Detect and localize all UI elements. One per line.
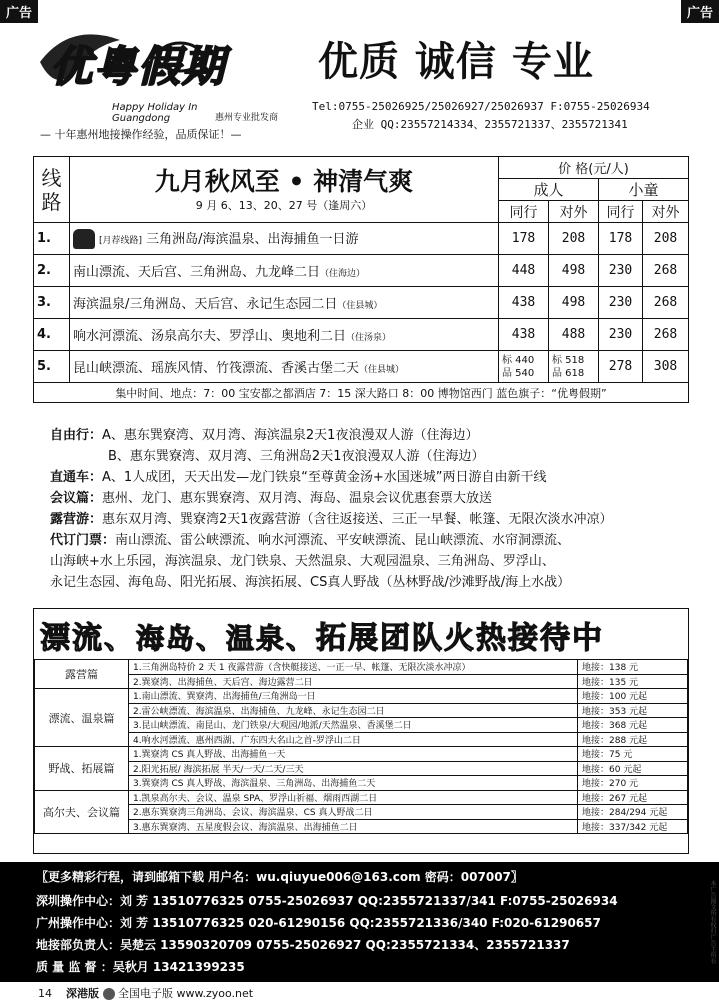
route-desc: 昆山峡漂流、瑶族风情、竹筏漂流、香溪古堡二天（住县城） [70, 351, 499, 383]
route-index: 4. [34, 319, 70, 351]
package-category: 高尔夫、会议篇 [35, 790, 129, 834]
route-row: 1. [月荐线路] 三角洲岛/海滨温泉、出海捕鱼一日游 178 208 178 208 [34, 223, 689, 255]
package-price: 地接：60 元起 [578, 761, 688, 776]
page-footer [38, 985, 253, 1000]
package-item: 3.惠东巽寮湾、五星度假会议、海滨温泉、出海捕鱼二日 [129, 819, 578, 834]
slogan-under: — 十年惠州地接操作经验，品质保证！— [40, 128, 242, 141]
package-row [35, 776, 688, 791]
package-item: 1.凯泉高尔夫、会议、温泉 SPA、罗浮山祈福、烟雨西湖二日 [129, 790, 578, 805]
route-row: 5. 昆山峡漂流、瑶族风情、竹筏漂流、香溪古堡二天（住县城） 标 440 品 540 标 518 品 618 278 308 [34, 351, 689, 383]
route-desc: 南山漂流、天后宫、三角洲岛、九龙峰二日（住海边） [70, 255, 499, 287]
footer-line5: 质 量 监 督 ：吴秋月 13421399235 [36, 960, 245, 974]
route-index: 2. [34, 255, 70, 287]
col-adult-peer: 同行 [499, 201, 549, 223]
package-item: 1.南山漂流、巽寮湾、出海捕鱼/三角洲岛一日 [129, 689, 578, 704]
price-header: 价 格(元/人) [499, 157, 689, 179]
package-price: 地接：337/342 元起 [578, 819, 688, 834]
package-item: 4.响水河漂流、惠州西湖、广东四大名山之首-罗浮山二日 [129, 732, 578, 747]
package-price: 地接：284/294 元起 [578, 805, 688, 820]
banner-title: 漂流、海岛、温泉、拓展团队火热接待中 [40, 621, 605, 656]
col-adult-public: 对外 [549, 201, 599, 223]
footer-contact [0, 862, 719, 982]
package-item: 2.惠东巽寮湾三角洲岛、会议、海滨温泉、CS 真人野战二日 [129, 805, 578, 820]
package-category: 漂流、温泉篇 [35, 689, 129, 747]
package-item: 2.巽寮湾、出海捕鱼、天后宫、海边露营二日 [129, 674, 578, 689]
route-index: 3. [34, 287, 70, 319]
route-index: 1. [34, 223, 70, 255]
child-header: 小童 [599, 179, 689, 201]
slogan: 优质 诚信 专业 [318, 38, 594, 85]
route-price-table [33, 156, 689, 403]
package-table [34, 659, 688, 834]
package-price: 地接：267 元起 [578, 790, 688, 805]
side-note: 本广告图文所有权归广告主所有 [709, 880, 716, 964]
package-row [35, 761, 688, 776]
route-row: 2. 南山漂流、天后宫、三角洲岛、九龙峰二日（住海边） 448 498 230 268 [34, 255, 689, 287]
header-title [70, 157, 499, 223]
packages-banner [33, 608, 689, 854]
table-dates: 9 月 6、13、20、27 号（逢周六） [195, 198, 373, 212]
contact-tel: Tel:0755-25026925/25026927/25026937 F:0755-25026934 [312, 100, 650, 113]
page-number: 14 [38, 987, 52, 1000]
package-item: 2.雷公峡漂流、海滨温泉、出海捕鱼、九龙峰、永记生态园二日 [129, 703, 578, 718]
header-route: 线路 [34, 157, 70, 223]
logo [30, 22, 300, 122]
package-price: 地接：138 元 [578, 660, 688, 675]
route-row: 3. 海滨温泉/三角洲岛、天后宫、永记生态园二日（住县城） 438 498 230 268 [34, 287, 689, 319]
package-row [35, 674, 688, 689]
package-price: 地接：368 元起 [578, 718, 688, 733]
adult-header: 成人 [499, 179, 599, 201]
logo-en-line2: Guangdong [112, 113, 171, 124]
col-child-peer: 同行 [599, 201, 643, 223]
package-price: 地接：100 元起 [578, 689, 688, 704]
page-edition: 深港版 [66, 987, 99, 1000]
package-item: 2.阳光拓展/ 海滨拓展 半天/一天/二天/三天 [129, 761, 578, 776]
package-price: 地接：288 元起 [578, 732, 688, 747]
route-row: 4. 响水河漂流、汤泉高尔夫、罗浮山、奥地利二日（住汤泉） 438 488 230 268 [34, 319, 689, 351]
info-line: B、惠东巽寮湾、双月湾、三角洲岛2天1夜浪漫双人游（住海边） [108, 449, 485, 464]
info-line: 会议篇：惠州、龙门、惠东巽寮湾、双月湾、海岛、温泉会议优惠套票大放送 [50, 491, 493, 506]
thumbs-up-icon [73, 229, 95, 249]
meeting-info: 集中时间、地点：7：00 宝安都之都酒店 7：15 深大路口 8：00 博物馆西门 蓝色旗子：“优粤假期” [34, 383, 689, 403]
package-item: 1.三角洲岛特价 2 天 1 夜露营游（含快艇接送、一正一早、帐篷、无限次淡水冲凉） [129, 660, 578, 675]
route-index: 5. [34, 351, 70, 383]
package-row [35, 703, 688, 718]
package-category: 露营篇 [35, 660, 129, 689]
logo-main: 优粤假期 [50, 42, 227, 91]
page-logo-icon [103, 988, 115, 1000]
logo-en [112, 102, 198, 124]
info-line: 直通车：A、1人成团，天天出发—龙门铁泉“至尊黄金汤+水国迷城”两日游自由新干线 [50, 470, 547, 485]
package-item: 3.昆山峡漂流、南昆山、龙门铁泉/大观园/地派/天然温泉、香溪堡二日 [129, 718, 578, 733]
contact-qq: 企业 QQ:23557214334、2355721337、2355721341 [352, 118, 628, 131]
table-title: 九月秋风至 • 神清气爽 [154, 166, 414, 196]
footer-line2: 深圳操作中心：刘 芳 13510776325 0755-25026937 QQ:2355721337/341 F:0755-25026934 [36, 894, 618, 908]
package-row [35, 689, 688, 704]
footer-line4: 地接部负责人：吴楚云 13590320709 0755-25026927 QQ:2355721334、2355721337 [36, 938, 570, 952]
package-price: 地接：353 元起 [578, 703, 688, 718]
package-price: 地接：270 元 [578, 776, 688, 791]
package-price: 地接：135 元 [578, 674, 688, 689]
footer-line3: 广州操作中心：刘 芳 13510776325 020-61290156 QQ:2355721336/340 F:020-61290657 [36, 916, 601, 930]
package-row [35, 718, 688, 733]
page-site: 全国电子版 www.zyoo.net [118, 987, 254, 1000]
route-desc: [月荐线路] 三角洲岛/海滨温泉、出海捕鱼一日游 [70, 223, 499, 255]
route-desc: 海滨温泉/三角洲岛、天后宫、永记生态园二日（住县城） [70, 287, 499, 319]
logo-cn: 惠州专业批发商 [215, 113, 279, 123]
package-row [35, 790, 688, 805]
info-line: 自由行：A、惠东巽寮湾、双月湾、海滨温泉2天1夜浪漫双人游（住海边） [50, 428, 479, 443]
package-item: 1.巽寮湾 CS 真人野战、出海捕鱼一天 [129, 747, 578, 762]
info-line: 代订门票：南山漂流、雷公峡漂流、响水河漂流、平安峡漂流、昆山峡漂流、水帘洞漂流、 [50, 533, 571, 548]
package-row [35, 805, 688, 820]
route-desc: 响水河漂流、汤泉高尔夫、罗浮山、奥地利二日（住汤泉） [70, 319, 499, 351]
package-category: 野战、拓展篇 [35, 747, 129, 791]
ad-tag-left: 广告 [0, 0, 38, 23]
package-row [35, 819, 688, 834]
package-row [35, 660, 688, 675]
info-block [50, 425, 690, 593]
info-line: 山海峡+水上乐园，海滨温泉、龙门铁泉、天然温泉、大观园温泉、三角洲岛、罗浮山、 [50, 554, 555, 569]
ad-tag-right: 广告 [681, 0, 719, 23]
package-row [35, 747, 688, 762]
package-price: 地接：75 元 [578, 747, 688, 762]
col-child-public: 对外 [643, 201, 689, 223]
info-line: 露营游：惠东双月湾、巽寮湾2天1夜露营游（含往返接送、三正一早餐、帐篷、无限次淡水冲凉） [50, 512, 613, 527]
info-line: 永记生态园、海龟岛、阳光拓展、海滨拓展、CS真人野战（丛林野战/沙滩野战/海上水战） [50, 575, 571, 590]
package-item: 3.巽寮湾 CS 真人野战、海滨温泉、三角洲岛、出海捕鱼二天 [129, 776, 578, 791]
logo-en-line1: Happy Holiday In [112, 102, 198, 113]
footer-line1: 〖更多精彩行程，请到邮箱下载 用户名：wu.qiuyue006@163.com 密码：007007〗 [36, 870, 523, 884]
package-row [35, 732, 688, 747]
